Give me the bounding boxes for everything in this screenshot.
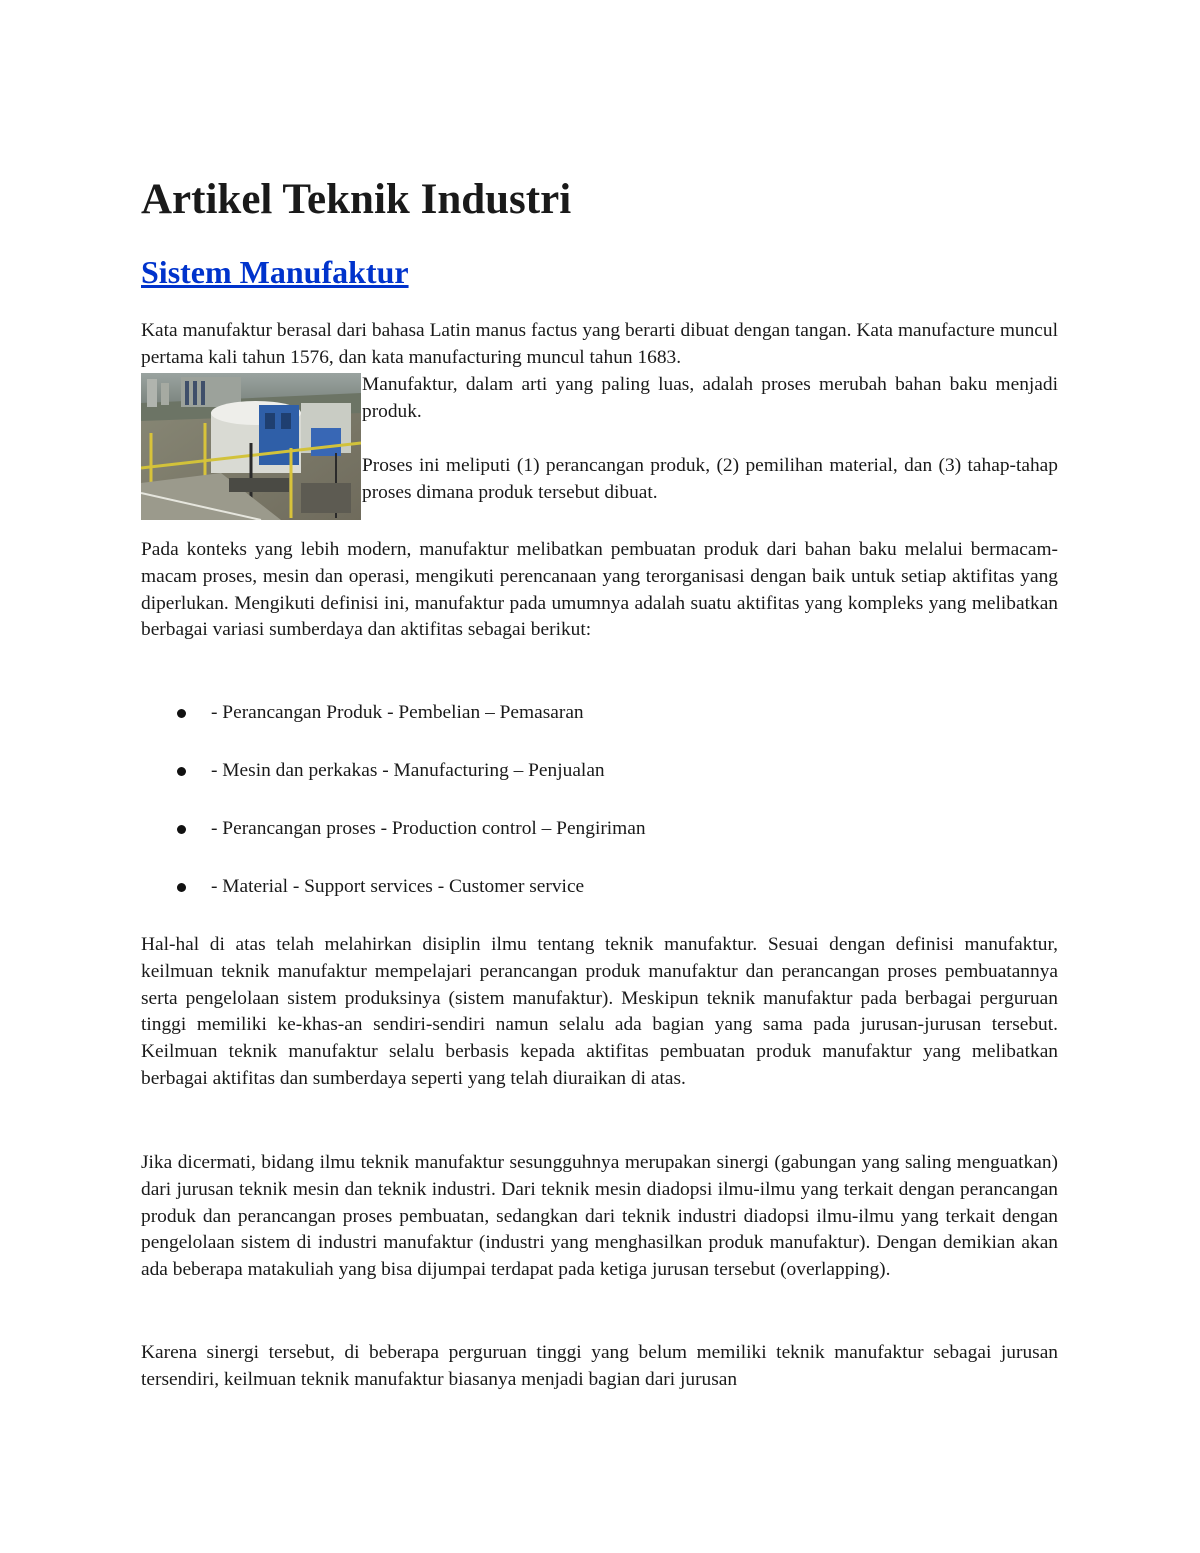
document-title: Artikel Teknik Industri — [141, 176, 572, 223]
list-item-text: - Mesin dan perkakas - Manufacturing – Penjualan — [211, 760, 605, 781]
paragraph-last: Karena sinergi tersebut, di beberapa perguruan tinggi yang belum memiliki teknik manufaktur sebagai jurusan tersendiri, keilmuan teknik manufaktur biasanya menjadi bagian dari jurusan — [141, 1342, 1058, 1390]
list-item — [141, 700, 1058, 758]
list-item — [141, 874, 1058, 932]
list-item-text: - Material - Support services - Customer service — [211, 876, 585, 897]
paragraph-process: Proses ini meliputi (1) perancangan produk, (2) pemilihan material, dan (3) tahap-tahap proses dimana produk tersebut dibuat. — [362, 455, 1058, 503]
activity-list — [141, 700, 1058, 932]
paragraph-intro-wrapped: Manufaktur, dalam arti yang paling luas, adalah proses merubah bahan baku menjadi produk. — [362, 374, 1058, 422]
industrial-plant-photo — [141, 373, 361, 520]
list-item — [141, 816, 1058, 874]
paragraph-synergy: Jika dicermati, bidang ilmu teknik manufaktur sesungguhnya merupakan sinergi (gabungan yang saling menguatkan) dari jurusan teknik mesin dan teknik industri. Dari teknik mesin diadopsi ilmu-ilmu yang terkait dengan perancangan produk dan perancangan proses pembuatan, sedangkan dari teknik industri diadopsi ilmu-ilmu yang terkait dengan pengelolaan sistem di industri manufaktur (industri yang menghasilkan produk manufaktur). Dengan demikian akan ada beberapa matakuliah yang bisa dijumpai terdapat pada ketiga jurusan tersebut (overlapping). — [141, 1152, 1058, 1281]
paragraph-intro: Kata manufaktur berasal dari bahasa Latin manus factus yang berarti dibuat dengan tangan. Kata manufacture muncul pertama kali tahun 1576, dan kata manufacturing muncul tahun 1683. — [141, 320, 1058, 368]
section-title-link[interactable]: Sistem Manufaktur — [141, 254, 409, 290]
bullet-icon — [177, 883, 186, 892]
bullet-icon — [177, 709, 186, 718]
bullet-icon — [177, 825, 186, 834]
list-item-text: - Perancangan Produk - Pembelian – Pemasaran — [211, 702, 584, 723]
list-item-text: - Perancangan proses - Production control – Pengiriman — [211, 818, 646, 839]
bullet-icon — [177, 767, 186, 776]
paragraph-discipline: Hal-hal di atas telah melahirkan disiplin ilmu tentang teknik manufaktur. Sesuai dengan definisi manufaktur, keilmuan teknik manufaktur mempelajari perancangan produk manufaktur dan perancangan proses pembuatannya serta pengelolaan sistem produksinya (sistem manufaktur). Meskipun teknik manufaktur pada berbagai perguruan tinggi memiliki ke-khas-an sendiri-sendiri namun selalu ada bagian yang sama pada jurusan-jurusan tersebut. Keilmuan teknik manufaktur selalu berbasis kepada aktifitas pembuatan produk manufaktur yang melibatkan berbagai aktifitas dan sumberdaya seperti yang telah diuraikan di atas. — [141, 934, 1058, 1089]
list-item — [141, 758, 1058, 816]
paragraph-modern: Pada konteks yang lebih modern, manufaktur melibatkan pembuatan produk dari bahan baku melalui bermacam-macam proses, mesin dan operasi, mengikuti perencanaan yang terorganisasi dengan baik untuk setiap aktifitas yang diperlukan. Mengikuti definisi ini, manufaktur pada umumnya adalah suatu aktifitas yang kompleks yang melibatkan berbagai variasi sumberdaya dan aktifitas sebagai berikut: — [141, 539, 1058, 641]
